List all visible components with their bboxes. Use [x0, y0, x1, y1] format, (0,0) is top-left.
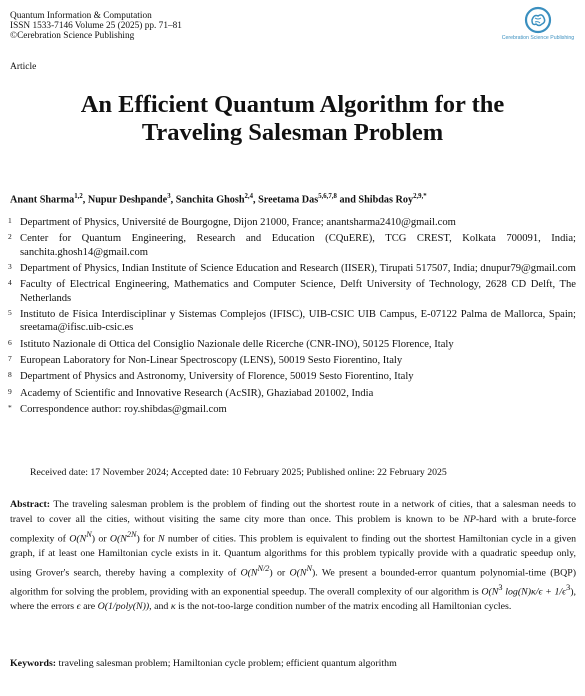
affiliation-item [8, 216, 576, 229]
publication-dates: Received date: 17 November 2024; Accepted date: 10 February 2025; Published online: 22 February 2025 [30, 467, 447, 478]
publisher-name: Cerebration Science Publishing [501, 35, 575, 41]
abstract: Abstract: The traveling salesman problem is the problem of finding out the shortest route in a network of cities, that a salesman needs to travel to cover all the cities, without visiting the same city more than once. This problem is known to be NP-hard with a brute-force complexity of $O(N^N)$ or $O(N^{2N})$ for N number of cities. This problem is equivalent to finding out the shortest Hamiltonian cycle in a given graph, if at least one Hamiltonian cycle exists in it. Quantum algorithms for this problem typically provide with a quadratic speedup only, using Grover's search, thereby having a complexity of $O(N^{N/2})$ or $O(N^N)$. We present a bounded-error quantum polynomial-time (BQP) algorithm for solving the problem, providing with an exponential speedup. The overall complexity of our algorithm is $O(N^3$ $\log(N)\kappa/\epsilon + 1/\epsilon^3$), where the errors ϵ are O(1/poly(N)), and κ is the not-too-large condition number of the matrix encoding all Hamiltonian cycles. [10, 499, 577, 613]
keywords-text: traveling salesman problem; Hamiltonian cycle problem; efficient quantum algorithm [56, 658, 397, 669]
affiliation-number: 1 [8, 216, 12, 225]
brain-logo-icon [523, 6, 553, 34]
affiliation-item [8, 232, 576, 258]
affiliation-item [8, 370, 576, 383]
affiliation-text: Istituto Nazionale di Ottica del Consiglio Nazionale delle Ricerche (CNR-INO), 50125 Florence, Italy [20, 338, 454, 350]
affiliation-text: Department of Physics and Astronomy, University of Florence, 50019 Sesto Fiorentino, Italy [20, 371, 414, 383]
title-line-1: An Efficient Quantum Algorithm for the [80, 91, 505, 118]
author-affiliation-mark: 2,9,* [413, 193, 427, 200]
affiliation-item [8, 387, 576, 400]
keywords [10, 658, 397, 669]
affiliation-text: Instituto de Física Interdisciplinar y Sistemas Complejos (IFISC), UIB-CSIC UIB Campus, E-07122 Palma de Mallorca, Spain; sreetama@ifisc.uib-csic.es [20, 308, 576, 334]
affiliation-number: 6 [8, 337, 12, 347]
author-name: Sreetama Das [258, 194, 319, 206]
title-line-2: Traveling Salesman Problem [141, 119, 444, 146]
journal-name: Quantum Information & Computation [10, 11, 152, 21]
author-affiliation-mark: 3 [167, 193, 171, 200]
affiliation-item [8, 338, 576, 351]
abstract-label: Abstract: [10, 499, 51, 510]
author-name: Nupur Deshpande [87, 194, 168, 206]
article-type: Article [10, 62, 37, 72]
affiliation-text: Correspondence author: roy.shibdas@gmail.com [20, 404, 227, 416]
author-name: Shibdas Roy [358, 194, 414, 206]
affiliation-number: * [8, 403, 12, 413]
affiliation-number: 7 [8, 353, 12, 363]
paper-title [10, 91, 575, 147]
affiliation-item [8, 354, 576, 367]
affiliation-text: Department of Physics, Indian Institute of Science Education and Research (IISER), Tirupati 517507, India; dnupur79@gmail.com [20, 262, 576, 274]
affiliation-item [8, 308, 576, 334]
affiliation-number: 9 [8, 386, 12, 396]
affiliation-text: Center for Quantum Engineering, Research and Education (CQuERE), TCG CREST, Kolkata 700091, India; sanchita.ghosh14@gmail.com [20, 233, 576, 258]
affiliation-number: 8 [8, 370, 12, 380]
author-affiliation-mark: 2,4 [244, 193, 254, 200]
affiliation-number: 5 [8, 307, 12, 317]
author-name: Anant Sharma [10, 194, 75, 206]
affiliation-list [8, 216, 576, 420]
affiliation-item [8, 403, 576, 416]
affiliation-item [8, 262, 576, 275]
author-affiliation-mark: 1,2 [74, 193, 83, 200]
journal-copyright: ©Cerebration Science Publishing [10, 31, 135, 42]
keywords-label: Keywords: [10, 658, 57, 669]
journal-issn: ISSN 1533-7146 Volume 25 (2025) pp. 71–81 [10, 21, 182, 32]
publisher-logo [498, 6, 578, 41]
affiliation-text: European Laboratory for Non-Linear Spectroscopy (LENS), 50019 Sesto Fiorentino, Italy [20, 354, 403, 366]
journal-header [10, 11, 182, 42]
author-list: Anant Sharma$^{1,2}$, Nupur Deshpande$^3$, Sanchita Ghosh$^{2,4}$, Sreetama Das$^{5,6,7,8}$ and Shibdas Roy$^{2,9,*}$ [10, 193, 427, 206]
author-name: Sanchita Ghosh [175, 194, 245, 206]
affiliation-text: Academy of Scientific and Innovative Research (AcSIR), Ghaziabad 201002, India [20, 387, 374, 399]
author-affiliation-mark: 5,6,7,8 [318, 193, 337, 200]
affiliation-text: Department of Physics, Université de Bourgogne, Dijon 21000, France; anantsharma2410@gmail.com [20, 217, 456, 228]
affiliation-number: 2 [8, 232, 12, 242]
affiliation-item [8, 278, 576, 304]
affiliation-text: Faculty of Electrical Engineering, Mathematics and Computer Science, Delft University of Technology, 2628 CD Delft, The Netherlands [20, 279, 576, 304]
affiliation-number: 3 [8, 261, 12, 271]
affiliation-number: 4 [8, 278, 12, 288]
